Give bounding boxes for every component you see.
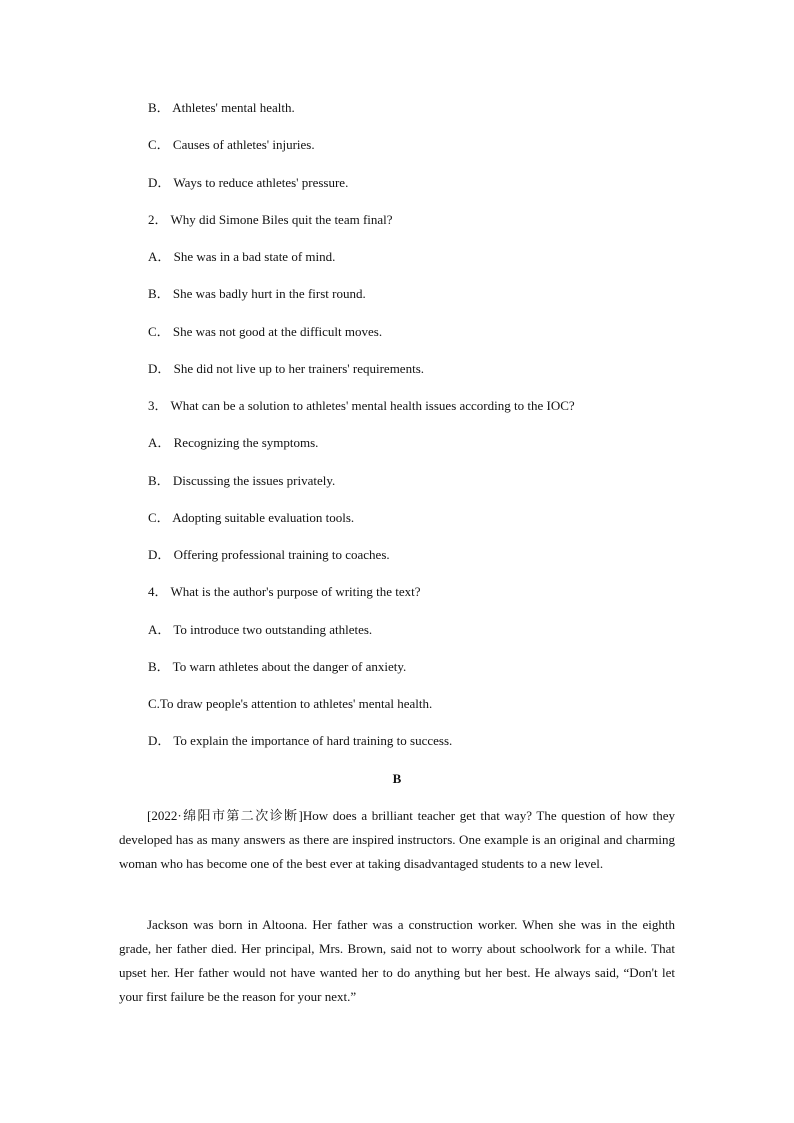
passage-paragraph: Jackson was born in Altoona. Her father was a construction worker. When she was in the eighth grade, her father died. Her principal, Mrs. Brown, said not to worry about schoolwork for a while. That upset her. Her father would not have wanted her to do anything but her best. He always said, “Don't let your first failure be the reason for your next.” <box>119 917 675 1004</box>
option-line: D． To explain the importance of hard training to success. <box>148 733 453 748</box>
option-line: A． Recognizing the symptoms. <box>148 435 319 450</box>
question-line: 2． Why did Simone Biles quit the team final? <box>148 212 393 227</box>
option-line: A． She was in a bad state of mind. <box>148 249 336 264</box>
option-line: D． She did not live up to her trainers' requirements. <box>148 361 425 376</box>
option-line: C． Causes of athletes' injuries. <box>148 137 315 152</box>
option-line: A． To introduce two outstanding athletes. <box>148 622 373 637</box>
option-line: C.To draw people's attention to athletes' mental health. <box>148 696 433 711</box>
passage-paragraph: [2022·绵阳市第二次诊断]How does a brilliant teacher get that way? The question of how they developed has as many answers as there are inspired instructors. One example is an original and charming woman who has become one of the best ever at taking disadvantaged students to a new level. <box>119 808 675 871</box>
option-line: C． Adopting suitable evaluation tools. <box>148 510 355 525</box>
section-heading: B <box>392 771 402 786</box>
option-line: C． She was not good at the difficult moves. <box>148 324 383 339</box>
option-line: B． Athletes' mental health. <box>148 100 295 115</box>
option-line: B． She was badly hurt in the first round. <box>148 286 366 301</box>
option-line: B． To warn athletes about the danger of anxiety. <box>148 659 407 674</box>
option-line: D． Ways to reduce athletes' pressure. <box>148 175 349 190</box>
question-line: 3． What can be a solution to athletes' mental health issues according to the IOC? <box>148 398 575 413</box>
option-line: B． Discussing the issues privately. <box>148 473 336 488</box>
option-line: D． Offering professional training to coaches. <box>148 547 390 562</box>
question-line: 4． What is the author's purpose of writing the text? <box>148 584 421 599</box>
